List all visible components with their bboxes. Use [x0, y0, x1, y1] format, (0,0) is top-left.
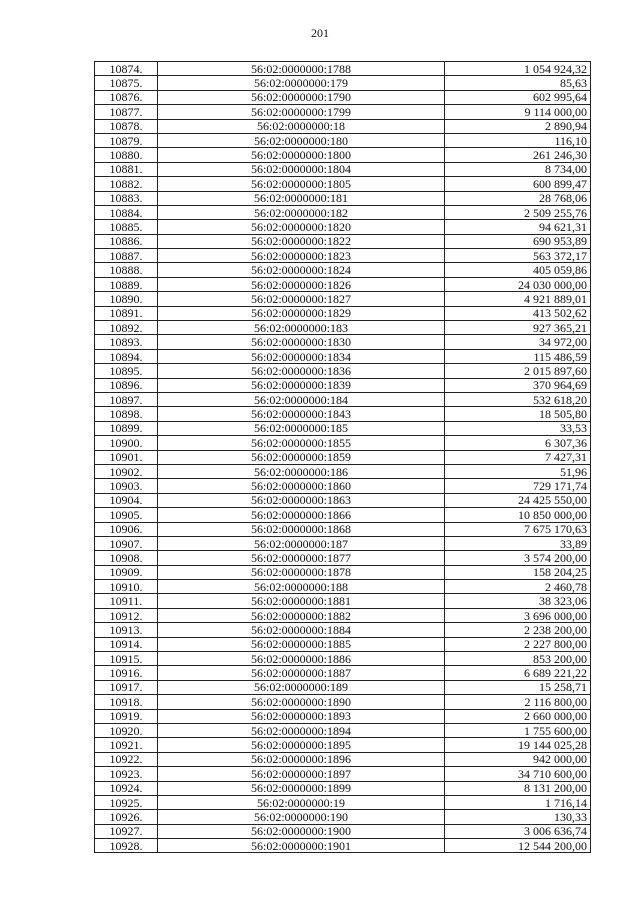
table-row — [95, 767, 591, 781]
cadastral-number-cell: 56:02:0000000:1822 — [158, 234, 445, 248]
value-cell: 563 372,17 — [445, 249, 591, 263]
cadastral-number-cell: 56:02:0000000:1839 — [158, 378, 445, 392]
value-cell: 33,53 — [445, 421, 591, 435]
cadastral-number-cell: 56:02:0000000:1805 — [158, 177, 445, 191]
value-cell: 6 307,36 — [445, 436, 591, 450]
value-cell: 6 689 221,22 — [445, 666, 591, 680]
table-row — [95, 292, 591, 306]
value-cell: 34 710 600,00 — [445, 767, 591, 781]
cadastral-number-cell: 56:02:0000000:1826 — [158, 277, 445, 291]
cadastral-number-cell: 56:02:0000000:1800 — [158, 148, 445, 162]
row-number-cell: 10880. — [95, 148, 158, 162]
row-number-cell: 10919. — [95, 709, 158, 723]
cadastral-number-cell: 56:02:0000000:18 — [158, 119, 445, 133]
row-number-cell: 10903. — [95, 479, 158, 493]
table-row — [95, 824, 591, 838]
value-cell: 115 486,59 — [445, 349, 591, 363]
row-number-cell: 10895. — [95, 364, 158, 378]
row-number-cell: 10887. — [95, 249, 158, 263]
row-number-cell: 10901. — [95, 450, 158, 464]
value-cell: 4 921 889,01 — [445, 292, 591, 306]
row-number-cell: 10927. — [95, 824, 158, 838]
table-row — [95, 162, 591, 176]
value-cell: 370 964,69 — [445, 378, 591, 392]
page-number: 201 — [311, 26, 329, 40]
row-number-cell: 10875. — [95, 76, 158, 90]
cadastral-number-cell: 56:02:0000000:1890 — [158, 695, 445, 709]
table-row — [95, 695, 591, 709]
row-number-cell: 10920. — [95, 723, 158, 737]
cadastral-number-cell: 56:02:0000000:1829 — [158, 306, 445, 320]
value-cell: 405 059,86 — [445, 263, 591, 277]
row-number-cell: 10883. — [95, 191, 158, 205]
row-number-cell: 10913. — [95, 623, 158, 637]
row-number-cell: 10884. — [95, 205, 158, 219]
table-row — [95, 249, 591, 263]
row-number-cell: 10898. — [95, 407, 158, 421]
row-number-cell: 10908. — [95, 551, 158, 565]
value-cell: 942 000,00 — [445, 752, 591, 766]
cadastral-value-table — [94, 61, 591, 853]
cadastral-number-cell: 56:02:0000000:1881 — [158, 594, 445, 608]
cadastral-number-cell: 56:02:0000000:1859 — [158, 450, 445, 464]
value-cell: 19 144 025,28 — [445, 738, 591, 752]
table-row — [95, 479, 591, 493]
table-row — [95, 306, 591, 320]
value-cell: 116,10 — [445, 133, 591, 147]
value-cell: 532 618,20 — [445, 392, 591, 406]
cadastral-number-cell: 56:02:0000000:1895 — [158, 738, 445, 752]
row-number-cell: 10928. — [95, 839, 158, 853]
table-row — [95, 220, 591, 234]
value-cell: 2 227 800,00 — [445, 637, 591, 651]
row-number-cell: 10918. — [95, 695, 158, 709]
cadastral-number-cell: 56:02:0000000:1836 — [158, 364, 445, 378]
cadastral-number-cell: 56:02:0000000:1830 — [158, 335, 445, 349]
table-body — [95, 62, 591, 853]
cadastral-number-cell: 56:02:0000000:1824 — [158, 263, 445, 277]
cadastral-number-cell: 56:02:0000000:1866 — [158, 508, 445, 522]
cadastral-number-cell: 56:02:0000000:1900 — [158, 824, 445, 838]
table-row — [95, 608, 591, 622]
cadastral-number-cell: 56:02:0000000:1884 — [158, 623, 445, 637]
table-row — [95, 407, 591, 421]
table-row — [95, 464, 591, 478]
cadastral-number-cell: 56:02:0000000:188 — [158, 580, 445, 594]
table-row — [95, 436, 591, 450]
value-cell: 600 899,47 — [445, 177, 591, 191]
value-cell: 158 204,25 — [445, 565, 591, 579]
value-cell: 3 006 636,74 — [445, 824, 591, 838]
value-cell: 729 171,74 — [445, 479, 591, 493]
value-cell: 9 114 000,00 — [445, 105, 591, 119]
row-number-cell: 10891. — [95, 306, 158, 320]
cadastral-number-cell: 56:02:0000000:1894 — [158, 723, 445, 737]
cadastral-number-cell: 56:02:0000000:1893 — [158, 709, 445, 723]
table-row — [95, 723, 591, 737]
cadastral-number-cell: 56:02:0000000:1901 — [158, 839, 445, 853]
value-cell: 2 660 000,00 — [445, 709, 591, 723]
row-number-cell: 10925. — [95, 795, 158, 809]
value-cell: 94 621,31 — [445, 220, 591, 234]
cadastral-number-cell: 56:02:0000000:179 — [158, 76, 445, 90]
value-cell: 3 574 200,00 — [445, 551, 591, 565]
value-cell: 413 502,62 — [445, 306, 591, 320]
value-cell: 853 200,00 — [445, 652, 591, 666]
table-row — [95, 536, 591, 550]
table-row — [95, 321, 591, 335]
row-number-cell: 10910. — [95, 580, 158, 594]
value-cell: 2 460,78 — [445, 580, 591, 594]
cadastral-number-cell: 56:02:0000000:185 — [158, 421, 445, 435]
cadastral-number-cell: 56:02:0000000:1860 — [158, 479, 445, 493]
table-row — [95, 738, 591, 752]
cadastral-number-cell: 56:02:0000000:183 — [158, 321, 445, 335]
table-row — [95, 565, 591, 579]
value-cell: 7 427,31 — [445, 450, 591, 464]
row-number-cell: 10892. — [95, 321, 158, 335]
cadastral-number-cell: 56:02:0000000:1834 — [158, 349, 445, 363]
row-number-cell: 10921. — [95, 738, 158, 752]
table-row — [95, 205, 591, 219]
value-cell: 38 323,06 — [445, 594, 591, 608]
table-row — [95, 781, 591, 795]
row-number-cell: 10909. — [95, 565, 158, 579]
row-number-cell: 10912. — [95, 608, 158, 622]
cadastral-number-cell: 56:02:0000000:1882 — [158, 608, 445, 622]
value-cell: 2 015 897,60 — [445, 364, 591, 378]
table-row — [95, 335, 591, 349]
row-number-cell: 10896. — [95, 378, 158, 392]
value-cell: 1 755 600,00 — [445, 723, 591, 737]
table-row — [95, 810, 591, 824]
cadastral-number-cell: 56:02:0000000:187 — [158, 536, 445, 550]
table-row — [95, 508, 591, 522]
row-number-cell: 10890. — [95, 292, 158, 306]
row-number-cell: 10924. — [95, 781, 158, 795]
table-row — [95, 795, 591, 809]
row-number-cell: 10926. — [95, 810, 158, 824]
cadastral-number-cell: 56:02:0000000:1788 — [158, 62, 445, 76]
table-row — [95, 133, 591, 147]
value-cell: 3 696 000,00 — [445, 608, 591, 622]
table-row — [95, 652, 591, 666]
table-row — [95, 349, 591, 363]
value-cell: 261 246,30 — [445, 148, 591, 162]
value-cell: 24 030 000,00 — [445, 277, 591, 291]
table-row — [95, 623, 591, 637]
cadastral-number-cell: 56:02:0000000:186 — [158, 464, 445, 478]
value-cell: 1 054 924,32 — [445, 62, 591, 76]
table-row — [95, 277, 591, 291]
cadastral-number-cell: 56:02:0000000:182 — [158, 205, 445, 219]
table-row — [95, 680, 591, 694]
row-number-cell: 10902. — [95, 464, 158, 478]
table-row — [95, 752, 591, 766]
value-cell: 18 505,80 — [445, 407, 591, 421]
row-number-cell: 10881. — [95, 162, 158, 176]
value-cell: 2 116 800,00 — [445, 695, 591, 709]
value-cell: 12 544 200,00 — [445, 839, 591, 853]
table-row — [95, 62, 591, 76]
value-cell: 8 131 200,00 — [445, 781, 591, 795]
table-row — [95, 378, 591, 392]
value-cell: 85,63 — [445, 76, 591, 90]
value-cell: 690 953,89 — [445, 234, 591, 248]
cadastral-number-cell: 56:02:0000000:1877 — [158, 551, 445, 565]
row-number-cell: 10922. — [95, 752, 158, 766]
row-number-cell: 10889. — [95, 277, 158, 291]
cadastral-number-cell: 56:02:0000000:190 — [158, 810, 445, 824]
cadastral-number-cell: 56:02:0000000:1820 — [158, 220, 445, 234]
cadastral-number-cell: 56:02:0000000:1868 — [158, 522, 445, 536]
value-cell: 1 716,14 — [445, 795, 591, 809]
row-number-cell: 10907. — [95, 536, 158, 550]
table-row — [95, 76, 591, 90]
row-number-cell: 10914. — [95, 637, 158, 651]
row-number-cell: 10906. — [95, 522, 158, 536]
cadastral-number-cell: 56:02:0000000:1843 — [158, 407, 445, 421]
cadastral-number-cell: 56:02:0000000:189 — [158, 680, 445, 694]
row-number-cell: 10905. — [95, 508, 158, 522]
value-cell: 130,33 — [445, 810, 591, 824]
row-number-cell: 10915. — [95, 652, 158, 666]
value-cell: 927 365,21 — [445, 321, 591, 335]
row-number-cell: 10911. — [95, 594, 158, 608]
value-cell: 51,96 — [445, 464, 591, 478]
table-row — [95, 580, 591, 594]
cadastral-number-cell: 56:02:0000000:1804 — [158, 162, 445, 176]
table-row — [95, 551, 591, 565]
cadastral-number-cell: 56:02:0000000:1855 — [158, 436, 445, 450]
row-number-cell: 10882. — [95, 177, 158, 191]
value-cell: 602 995,64 — [445, 90, 591, 104]
value-cell: 34 972,00 — [445, 335, 591, 349]
value-cell: 8 734,00 — [445, 162, 591, 176]
cadastral-number-cell: 56:02:0000000:1823 — [158, 249, 445, 263]
table-row — [95, 450, 591, 464]
row-number-cell: 10899. — [95, 421, 158, 435]
cadastral-number-cell: 56:02:0000000:1887 — [158, 666, 445, 680]
value-cell: 2 890,94 — [445, 119, 591, 133]
table-row — [95, 522, 591, 536]
cadastral-number-cell: 56:02:0000000:1897 — [158, 767, 445, 781]
value-cell: 33,89 — [445, 536, 591, 550]
row-number-cell: 10904. — [95, 493, 158, 507]
cadastral-number-cell: 56:02:0000000:180 — [158, 133, 445, 147]
value-cell: 28 768,06 — [445, 191, 591, 205]
row-number-cell: 10917. — [95, 680, 158, 694]
row-number-cell: 10888. — [95, 263, 158, 277]
cadastral-number-cell: 56:02:0000000:184 — [158, 392, 445, 406]
table-row — [95, 364, 591, 378]
cadastral-number-cell: 56:02:0000000:1896 — [158, 752, 445, 766]
table-row — [95, 105, 591, 119]
cadastral-number-cell: 56:02:0000000:1799 — [158, 105, 445, 119]
table-row — [95, 594, 591, 608]
row-number-cell: 10886. — [95, 234, 158, 248]
value-cell: 2 238 200,00 — [445, 623, 591, 637]
cadastral-number-cell: 56:02:0000000:1886 — [158, 652, 445, 666]
row-number-cell: 10877. — [95, 105, 158, 119]
table-row — [95, 421, 591, 435]
table-row — [95, 709, 591, 723]
row-number-cell: 10916. — [95, 666, 158, 680]
cadastral-number-cell: 56:02:0000000:181 — [158, 191, 445, 205]
table-row — [95, 148, 591, 162]
row-number-cell: 10900. — [95, 436, 158, 450]
value-cell: 10 850 000,00 — [445, 508, 591, 522]
row-number-cell: 10879. — [95, 133, 158, 147]
table-row — [95, 637, 591, 651]
table-row — [95, 839, 591, 853]
row-number-cell: 10923. — [95, 767, 158, 781]
row-number-cell: 10876. — [95, 90, 158, 104]
row-number-cell: 10893. — [95, 335, 158, 349]
row-number-cell: 10874. — [95, 62, 158, 76]
row-number-cell: 10897. — [95, 392, 158, 406]
table-row — [95, 392, 591, 406]
table-row — [95, 493, 591, 507]
row-number-cell: 10894. — [95, 349, 158, 363]
cadastral-number-cell: 56:02:0000000:19 — [158, 795, 445, 809]
value-cell: 7 675 170,63 — [445, 522, 591, 536]
cadastral-number-cell: 56:02:0000000:1790 — [158, 90, 445, 104]
cadastral-number-cell: 56:02:0000000:1863 — [158, 493, 445, 507]
value-cell: 24 425 550,00 — [445, 493, 591, 507]
table-row — [95, 90, 591, 104]
table-row — [95, 234, 591, 248]
table-row — [95, 263, 591, 277]
value-cell: 2 509 255,76 — [445, 205, 591, 219]
table-row — [95, 666, 591, 680]
table-row — [95, 191, 591, 205]
cadastral-number-cell: 56:02:0000000:1885 — [158, 637, 445, 651]
table-row — [95, 177, 591, 191]
cadastral-number-cell: 56:02:0000000:1899 — [158, 781, 445, 795]
value-cell: 15 258,71 — [445, 680, 591, 694]
row-number-cell: 10885. — [95, 220, 158, 234]
row-number-cell: 10878. — [95, 119, 158, 133]
table-row — [95, 119, 591, 133]
cadastral-number-cell: 56:02:0000000:1878 — [158, 565, 445, 579]
cadastral-number-cell: 56:02:0000000:1827 — [158, 292, 445, 306]
